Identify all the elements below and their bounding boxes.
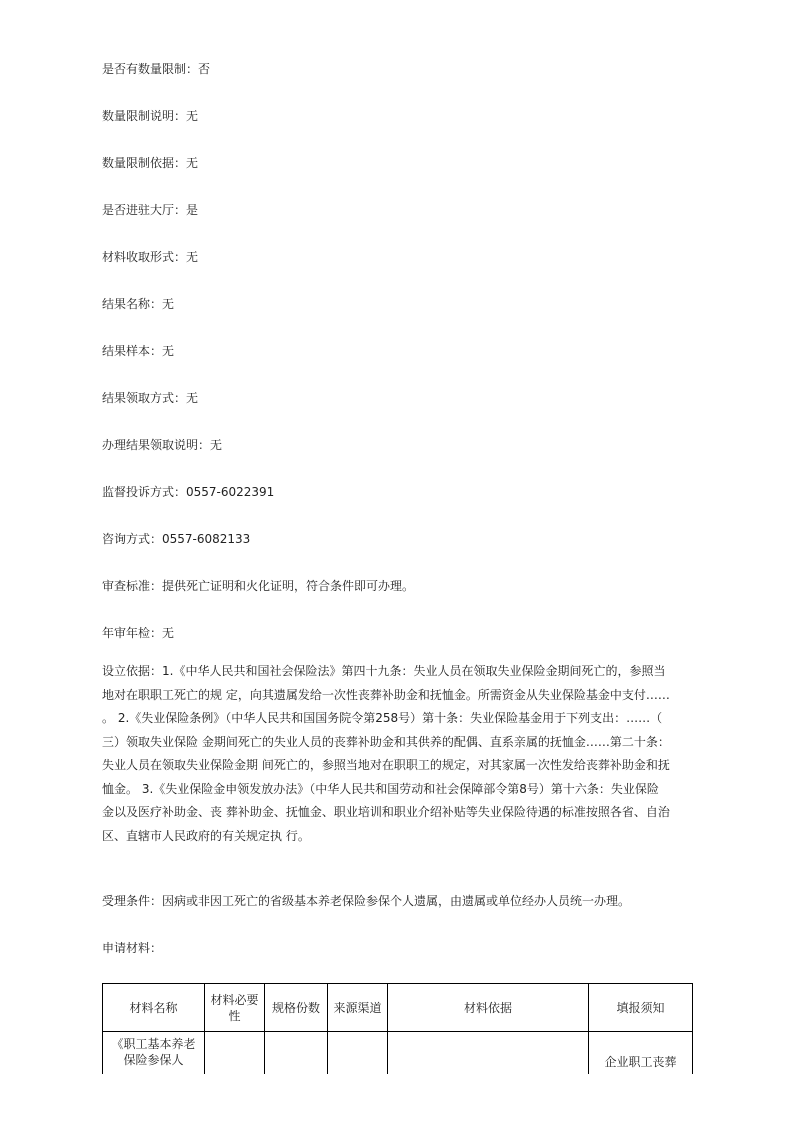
header-fill-notes: 填报须知	[589, 984, 693, 1032]
basis-line: 地对在职职工死亡的规 定，向其遗属发给一次性丧葬补助金和抚恤金。所需资金从失业保险基金中支付……	[102, 687, 670, 702]
materials-table	[102, 983, 693, 1080]
field-in-hall: 是否进驻大厅：是	[102, 203, 199, 217]
basis-line: 。 2.《失业保险条例》（中华人民共和国国务院令第258号）第十条：失业保险基金用于下列支出：……（	[102, 711, 663, 725]
header-spec-count: 规格份数	[265, 984, 328, 1032]
field-result-name: 结果名称：无	[102, 297, 175, 311]
field-annual-review: 年审年检：无	[102, 626, 175, 640]
basis-line: 失业人员在领取失业保险金期 间死亡的，参照当地对在职职工的规定，对其家属一次性发给丧葬补助金和抚	[102, 758, 670, 772]
field-quantity-limit: 是否有数量限制：否	[102, 62, 211, 76]
field-quantity-limit-basis: 数量限制依据：无	[102, 156, 199, 170]
header-source-channel: 来源渠道	[328, 984, 388, 1032]
field-quantity-limit-desc: 数量限制说明：无	[102, 109, 199, 123]
cell-required	[205, 1032, 265, 1080]
acceptance-conditions: 受理条件：因病或非因工死亡的省级基本养老保险参保个人遗属，由遗属或单位经办人员统一办理。	[102, 894, 631, 908]
field-consult-phone: 咨询方式：0557-6082133	[102, 532, 251, 546]
field-review-standard: 审查标准：提供死亡证明和火化证明，符合条件即可办理。	[102, 579, 415, 593]
field-result-pickup: 结果领取方式：无	[102, 391, 199, 405]
establishment-basis	[102, 660, 692, 848]
header-material-basis: 材料依据	[388, 984, 589, 1032]
table-header-row	[103, 984, 693, 1032]
header-material-required: 材料必要性	[205, 984, 265, 1032]
basis-line: 区、直辖市人民政府的有关规定执 行。	[102, 828, 310, 843]
cell-basis	[388, 1032, 589, 1080]
cell-spec	[265, 1032, 328, 1080]
cell-material-name: 《职工基本养老保险参保人	[103, 1032, 205, 1080]
materials-heading: 申请材料：	[102, 941, 163, 955]
table-row	[103, 1032, 693, 1080]
field-result-sample: 结果样本：无	[102, 344, 175, 358]
field-material-form: 材料收取形式：无	[102, 250, 199, 264]
field-result-pickup-desc: 办理结果领取说明：无	[102, 438, 223, 452]
page-bottom-margin	[0, 1074, 793, 1122]
cell-source	[328, 1032, 388, 1080]
basis-line: 三）领取失业保险 金期间死亡的失业人员的丧葬补助金和其供养的配偶、直系亲属的抚恤金……第二十条：	[102, 734, 670, 749]
basis-line: 设立依据：1.《中华人民共和国社会保险法》第四十九条：失业人员在领取失业保险金期间死亡的，参照当	[102, 664, 666, 678]
cell-notes: 企业职工丧葬	[589, 1032, 693, 1080]
header-material-name: 材料名称	[103, 984, 205, 1032]
basis-line: 恤金。 3.《失业保险金申领发放办法》（中华人民共和国劳动和社会保障部令第8号）第十六条：失业保险	[102, 781, 659, 796]
basis-line: 金以及医疗补助金、丧 葬补助金、抚恤金、职业培训和职业介绍补贴等失业保险待遇的标准按照各省、自治	[102, 805, 670, 819]
field-complaint-phone: 监督投诉方式：0557-6022391	[102, 485, 275, 499]
